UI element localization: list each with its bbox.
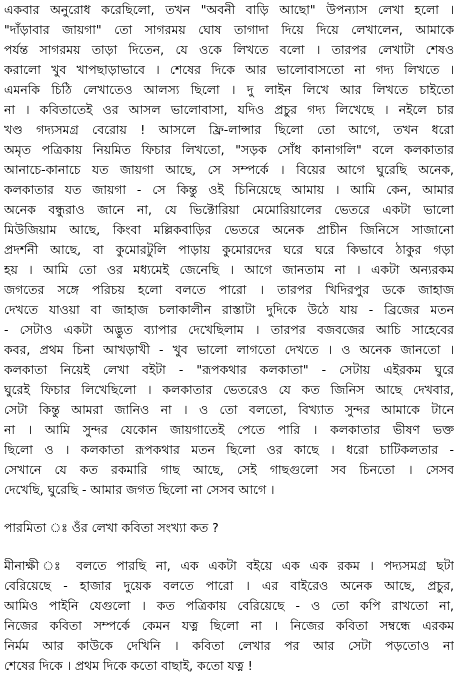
text-line: একবার অনুরোধ করেছিলো, তখন "অবনী বাড়ি আছো" উপন্যাস লেখা হলো । — [4, 2, 454, 17]
text-line: - সেটাও একটা অদ্ভুত ব্যাপার দেখেছিলাম । তারপর বজবজের আচি সাহেবের — [4, 322, 454, 337]
text-line: ঘুরেই ফিচার লিখেছিলো । কলকাতার ভেতরেও যে কত জিনিস আছে দেখবার, — [4, 382, 454, 397]
text-line: পর্যন্ত সাগরময় তাড়া দিতেন, যে ওকে লিখতে বলো । তারপর লেখাটা শেষও — [4, 42, 454, 57]
text-line: আমিও পাইনি যেগুলো । কত পত্রিকায় বেরিয়েছে - ও তো কপি রাখতো না, — [4, 598, 454, 613]
text-line: আনাচে-কানাচে যত জায়গা আছে, সে সম্পর্কে । বিয়ের আগে ঘুরেছি অনেক, — [4, 162, 454, 177]
text-line: ছিলো ও । কলকাতা রূপকথার মতন ছিলো ওর কাছে । ধরো চাটিকলতার - — [4, 442, 454, 457]
text-line: "দাঁড়াবার জায়গা" তো সাগরময় ঘোষ তাগাদা দিয়ে দিয়ে লেখালেন, আমাকে — [4, 22, 454, 37]
text-line: কলকাতা নিয়েই লেখা বইটা - "রূপকথার কলকাতা" - সেটায় এইরকম ঘুরে — [4, 362, 454, 377]
text-line: কলকাতার যত জায়গা - সে কিন্তু ওই চিনিয়েছে আমায় । আমি কেন, আমার — [4, 182, 454, 197]
text-line: সেখানে যে কত রকমারি গাছ আছে, সেই গাছগুলো সব চিনতো । সেসব — [4, 462, 454, 477]
text-line: হয় । আমি তো ওর মধ্যমেই জেনেছি । আগে জানতাম না । একটা অন্যরকম — [4, 262, 454, 277]
text-line: নিজের কবিতা সম্পর্কে কেমন যত্ন ছিলো না । নিজের কবিতা সম্বন্ধে এরকম — [4, 618, 454, 633]
text-line: না । আমি সুন্দর যেকোন জায়গাতেই পেতে পারি । কলকাতার ভীষণ ভক্ত — [4, 422, 454, 437]
text-line: না । কবিতাতেই ওর আসল ভালোবাসা, যদিও প্রচুর গদ্য লিখেছে । নইলে চার — [4, 102, 454, 117]
text-line: বেরিয়েছে - হাজার দুয়েক বলতে পারো । এর বাইরেও অনেক আছে, প্রচুর, — [4, 578, 454, 593]
text-line: নির্মম আর কাউকে দেখিনি । কবিতা লেখার পর আর সেটা পড়তোও না — [4, 638, 454, 653]
text-line: করালো খুব খাপছাড়াভাবে । শেষের দিকে আর ভালোবাসতো না গদ্য লিখতে । — [4, 62, 454, 77]
text-line: অমৃত পত্রিকায় নিয়মিত ফিচার লিখতো, "সড়ক সোঁধ কানাগলি" বলে কলকাতার — [4, 142, 454, 157]
text-line: দেখতে যাওয়া বা জাহাজ চলাকালীন রাস্তাটা দুদিকে উঠে যায় - ব্রিজের মতন — [4, 302, 454, 317]
text-line: জগতের সঙ্গে পরিচয় হলো বলতে পারো । তারপর খিদিরপুর ডকে জাহাজ — [4, 282, 454, 297]
text-line: শেষের দিকে । প্রথম দিকে কতো বাছাই, কতো যত্ন ! — [4, 658, 253, 673]
text-line: কবর, প্রথম চিনা আখড়াখী - খুব ভালো লাগতো দেখতে । ও অনেক জানতো । — [4, 342, 454, 357]
text-line: মিউজিয়াম আছে, কিংবা মল্লিকবাড়ির ভেতরে অনেক প্রাচীন জিনিসে সাজানো — [4, 222, 454, 237]
text-line: মীনাক্ষী ঃ বলতে পারছি না, এক একটা বইয়ে এক এক রকম । পদ্যসমগ্র ছটা — [4, 558, 454, 573]
text-line: সেটা কিন্তু আমরা জানিও না । ও তো বলতো, বিখ্যাত সুন্দর আমাকে টানে — [4, 402, 454, 417]
text-line: এমনকি চিঠি লেখাতেও আলস্য ছিলো । দু লাইন লিখে আর লিখতে চাইতো — [4, 82, 454, 97]
text-line: অনেক বন্ধুরাও জানে না, যে ভিক্টোরিয়া মেমোরিয়ালের ভেতরে একটা ভালো — [4, 202, 454, 217]
text-line: পারমিতা ঃ ওঁর লেখা কবিতা সংখ্যা কত ? — [4, 520, 219, 535]
text-line: খণ্ড গদ্যসমগ্র বেরোয় ! আসলে ফ্রি-লান্সার ছিলো তো আগে, তখন ধরো — [4, 122, 454, 137]
text-line: দেখেছি, ঘুরেছি - আমার জগত ছিলো না সেসব আগে । — [4, 482, 275, 497]
text-line: প্রদর্শনী আছে, বা কুমোরটুলি পাড়ায় কুমোরদের ঘরে ঘরে কিভাবে ঠাকুর গড়া — [4, 242, 454, 257]
